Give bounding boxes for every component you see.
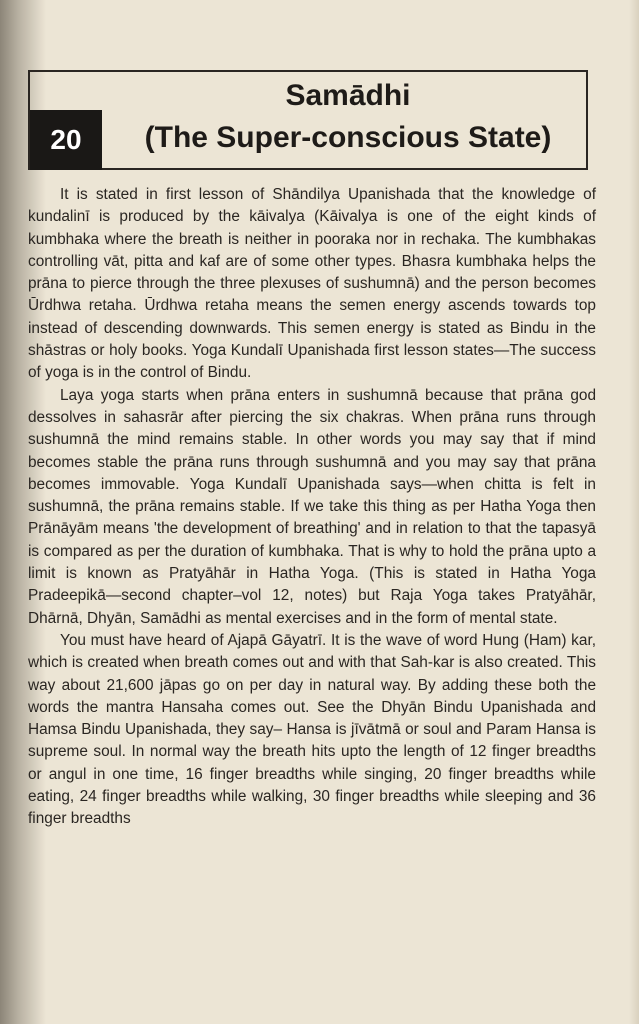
chapter-title xyxy=(110,76,586,160)
chapter-title-subtitle: (The Super-conscious State) xyxy=(144,121,552,154)
paragraph-2: Laya yoga starts when prāna enters in sushumnā because that prāna god dessolves in sahasrār after piercing the six chakras. When prāna runs through sushumnā the mind remains stable. In other words you may say that if mind becomes stable the prāna runs through sushumnā and you may say that prāna becomes immovable. Yoga Kundalī Upanishada says—when chitta is felt in sushumnā, the prāna remains stable. If we take this thing as per Hatha Yoga then Prānāyām means 'the development of breathing' and in relation to that the tapasyā is compared as per the duration of kumbhaka. That is why to hold the prāna upto a limit is known as Pratyāhār in Hatha Yoga. (This is stated in Hatha Yoga Pradeepikā—second chapter–vol 12, notes) but Raja Yoga takes Pratyāhār, Dhārnā, Dhyān, Samādhi as mental exercises and in the form of mental state. xyxy=(28,386,596,627)
chapter-number: 20 xyxy=(30,110,102,170)
paragraph-3: You must have heard of Ajapā Gāyatrī. It is the wave of word Hung (Ham) kar, which is created when breath comes out and with that Sah-kar is also created. This way about 21,600 jāpas go on per day in natural way. By adding these both the words the mantra Hansaha comes out. See the Dhyān Bindu Upanishada and Hamsa Bindu Upanishada, they say– Hansa is jīvātmā or soul and Param Hansa is supreme soul. In normal way the breath hits upto the length of 12 finger breadths or angul in one time, 16 finger breadths while singing, 20 finger breadths while eating, 24 finger breadths while walking, 30 finger breadths while sleeping and 36 finger breadths xyxy=(28,631,596,828)
chapter-header xyxy=(28,70,588,170)
paragraph-1: It is stated in first lesson of Shāndilya Upanishada that the knowledge of kundalinī is produced by the kāivalya (Kāivalya is one of the eight kinds of kumbhaka where the breath is neither in pooraka nor in rechaka. The kumbhakas controlling vāt, pitta and kaf are of some other types. Bhasra kumbhaka helps the prāna to pierce through the three plexuses of sushumnā) and the person becomes Ūrdhwa retaha. Ūrdhwa retaha means the semen energy ascends towards top instead of descending downwards. This semen energy is stated as Bindu in the shāstras or holy books. Yoga Kundalī Upanishada first lesson states—The success of yoga is in the control of Bindu. xyxy=(28,186,596,382)
chapter-title-main: Samādhi xyxy=(285,79,411,112)
page-edge xyxy=(629,0,639,1024)
chapter-body xyxy=(28,184,596,831)
